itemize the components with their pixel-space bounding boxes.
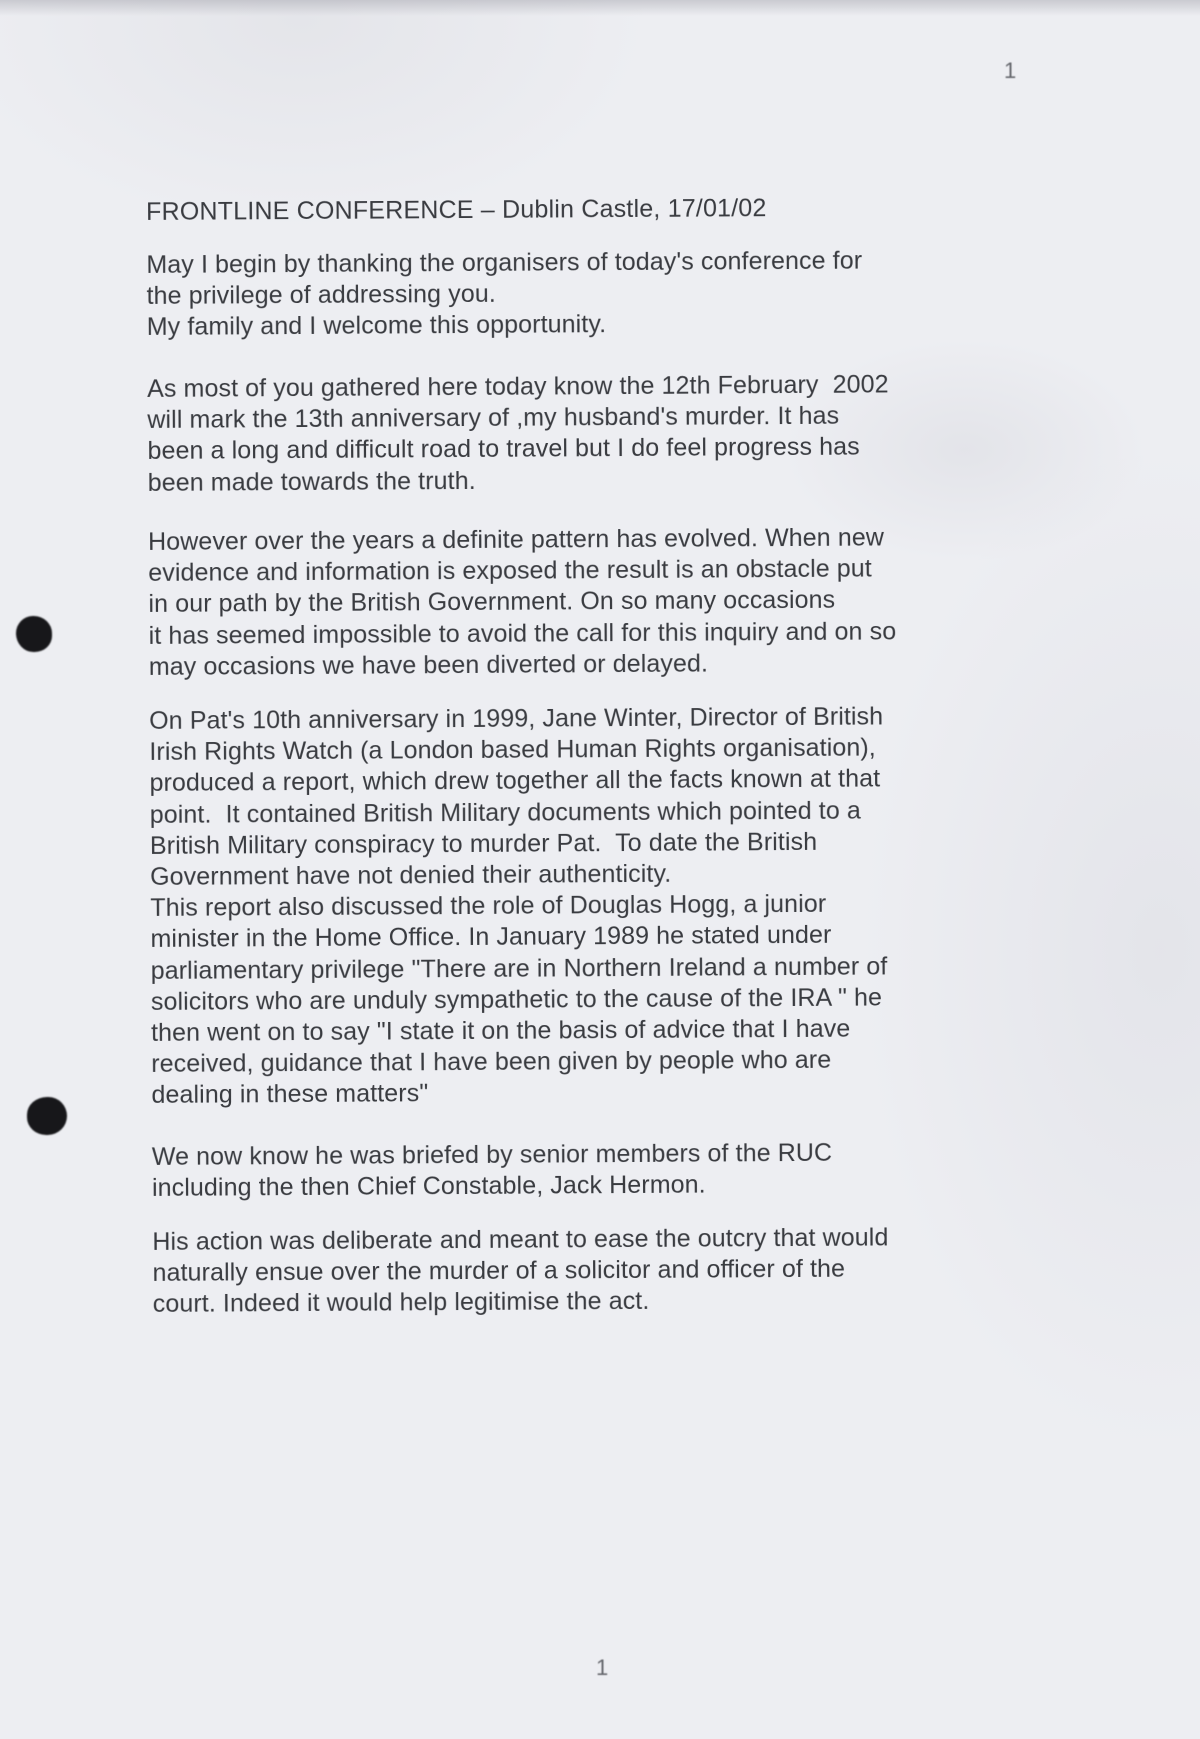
document-title: FRONTLINE CONFERENCE – Dublin Castle, 17/01/02 — [145, 194, 767, 226]
paragraph-rights-watch-report: On Pat's 10th anniversary in 1999, Jane Winter, Director of British Irish Rights Watch (a London based Human Rights organisation), produced a report, which drew together all the facts known at that point. It contained British Military documents which pointed to a British Military conspiracy to murder Pat. To date the British Government have not denied their authenticity. This report also discussed the role of Douglas Hogg, a junior minister in the Home Office. In January 1989 he stated under parliamentary privilege "There are in Northern Ireland a number of solicitors who are unduly sympathetic to the cause of the IRA " he then went on to say "I state it on the basis of advice that I have received, guidance that I have been given by people who are dealing in these matters" — [149, 702, 888, 1110]
paragraph-opening-thanks: May I begin by thanking the organisers of today's conference for the privilege of addressing you. My family and I welcome this opportunity. — [146, 246, 863, 342]
paragraph-ruc-briefing: We now know he was briefed by senior members of the RUC including the then Chief Constable, Jack Hermon. — [151, 1138, 833, 1203]
page-number-top: 1 — [1004, 58, 1017, 83]
paragraph-pattern-evolved: However over the years a definite pattern has evolved. When new evidence and information is exposed the result is an obstacle put in our path by the British Government. On so many occasions it has seemed impossible to avoid the call for this inquiry and on so may occasions we have been diverted or delayed. — [148, 523, 897, 681]
paragraph-anniversary: As most of you gathered here today know the 12th February 2002 will mark the 13th anniversary of ,my husband's murder. It has been a long and difficult road to travel but I do feel progress has been made towards the truth. — [147, 370, 889, 497]
paragraph-deliberate-action: His action was deliberate and meant to ease the outcry that would naturally ensue over the murder of a solicitor and officer of the court. Indeed it would help legitimise the act. — [152, 1223, 889, 1319]
page-number-bottom: 1 — [596, 1655, 609, 1680]
